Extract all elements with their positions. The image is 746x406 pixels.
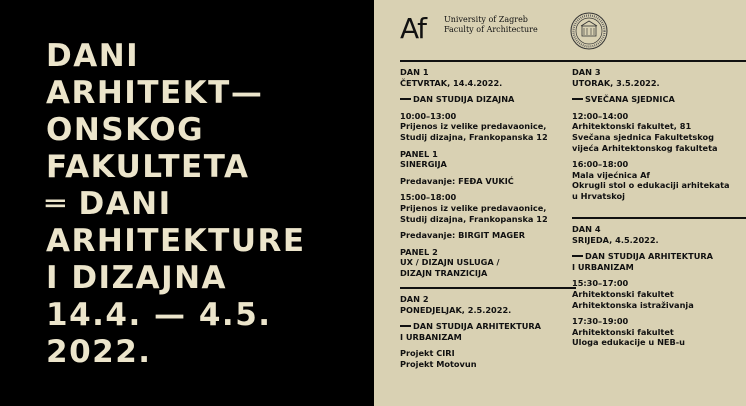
panel-title: PANEL 2 <box>400 246 438 257</box>
panel-title: PANEL 1 <box>400 148 438 159</box>
dash-icon <box>572 255 583 257</box>
event-text: Okrugli stol o edukaciji arhitekata <box>572 180 730 191</box>
headline <box>46 38 306 371</box>
headline-line: ONSKOG <box>46 112 205 148</box>
event-text: Arhitektonski fakultet <box>572 288 674 299</box>
dash-icon <box>400 325 411 327</box>
event-text: Mala vijećnica Af <box>572 169 650 180</box>
talk-text: Predavanje: FEĐA VUKIĆ <box>400 175 514 186</box>
event-text: Arhitektonski fakultet, 81 <box>572 121 692 132</box>
event-time: 12:00–14:00 <box>572 110 629 121</box>
event-text: Arhitektonski fakultet <box>572 326 674 337</box>
event-time: 10:00–13:00 <box>400 110 457 121</box>
day-date: SRIJEDA, 4.5.2022. <box>572 234 659 245</box>
panel-text: SINERGIJA <box>400 159 447 170</box>
university-line: University of Zagreb <box>444 15 528 24</box>
af-logo: Af <box>400 12 427 45</box>
day-section: I URBANIZAM <box>572 261 634 272</box>
university-seal-icon <box>570 12 608 50</box>
panel-text: UX / DIZAJN USLUGA / <box>400 257 500 268</box>
dash-icon <box>400 98 411 100</box>
day-title: DAN 2 <box>400 294 429 304</box>
dash-icon <box>572 98 583 100</box>
program-panel <box>374 0 746 406</box>
headline-line: ARHITEKT— <box>46 75 264 111</box>
day-section: DAN STUDIJA ARHITEKTURA <box>400 321 576 332</box>
day-4 <box>572 217 746 348</box>
event-text: Prijenos iz velike predavaonice, <box>400 121 547 132</box>
headline-line: FAKULTETA <box>46 149 250 185</box>
event-text: Svečana sjednica Fakultetskog <box>572 131 715 142</box>
day-title: DAN 3 <box>572 67 601 77</box>
event-time: 17:30–19:00 <box>572 316 629 327</box>
day-2 <box>400 287 576 370</box>
day-title: DAN 1 <box>400 67 429 77</box>
headline-line: I DIZAJNA <box>46 260 228 296</box>
day-section: SVEČANA SJEDNICA <box>572 94 746 105</box>
event-text: vijeća Arhitektonskog fakulteta <box>572 142 718 153</box>
event-time: 16:00–18:00 <box>572 159 629 170</box>
event-time: 15:30–17:00 <box>572 278 629 289</box>
headline-line: ARHITEKTURE <box>46 223 306 259</box>
event-text: Projekt CIRI <box>400 348 455 359</box>
headline-line: 14.4. — 4.5. <box>46 297 272 333</box>
event-text: Arhitektonska istraživanja <box>572 299 694 310</box>
event-text: Studij dizajna, Frankopanska 12 <box>400 213 548 224</box>
event-text: Uloga edukacije u NEB-u <box>572 337 685 348</box>
event-text: Projekt Motovun <box>400 358 477 369</box>
day-date: UTORAK, 3.5.2022. <box>572 77 660 88</box>
day-date: PONEDJELJAK, 2.5.2022. <box>400 304 512 315</box>
day-1 <box>400 60 576 279</box>
day-date: ČETVRTAK, 14.4.2022. <box>400 77 503 88</box>
faculty-line: Faculty of Architecture <box>444 25 538 34</box>
day-title: DAN 4 <box>572 224 601 234</box>
headline-line: ═ DANI <box>46 186 172 222</box>
day-3 <box>572 60 746 202</box>
event-time: 15:00–18:00 <box>400 192 457 203</box>
event-text: Prijenos iz velike predavaonice, <box>400 202 547 213</box>
panel-text: DIZAJN TRANZICIJA <box>400 267 488 278</box>
university-name <box>444 15 538 35</box>
day-section: DAN STUDIJA DIZAJNA <box>400 94 576 105</box>
talk-text: Predavanje: BIRGIT MAGER <box>400 230 526 241</box>
event-text: u Hrvatskoj <box>572 190 625 201</box>
event-text: Studij dizajna, Frankopanska 12 <box>400 131 548 142</box>
headline-line: 2022. <box>46 334 152 370</box>
day-section: I URBANIZAM <box>400 331 462 342</box>
day-section: DAN STUDIJA ARHITEKTURA <box>572 251 746 262</box>
headline-line: DANI <box>46 38 140 74</box>
